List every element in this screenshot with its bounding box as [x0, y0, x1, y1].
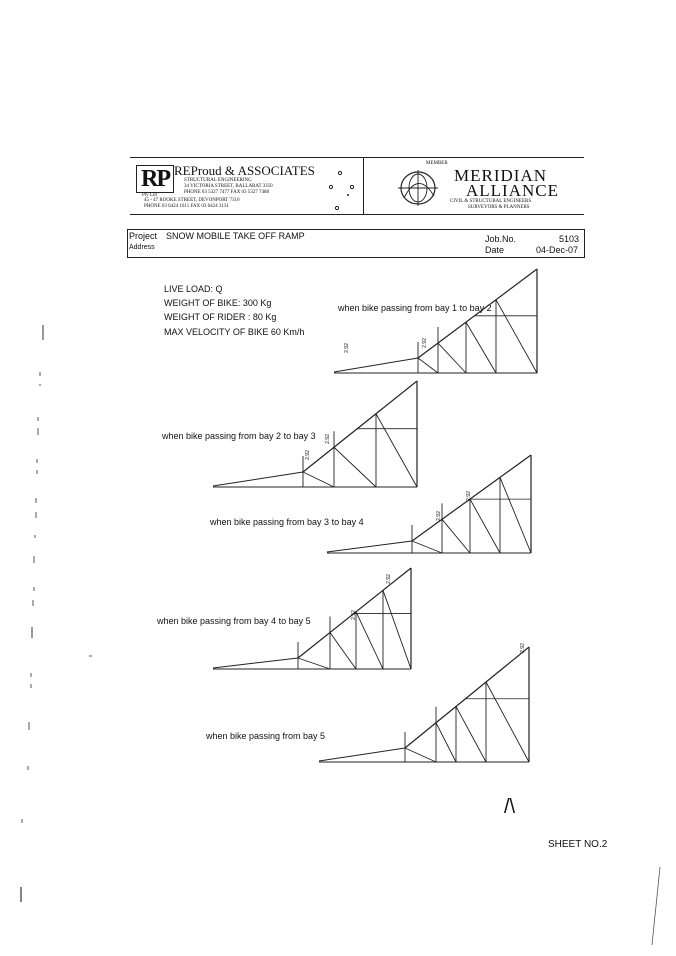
date-value: 04-Dec-07: [536, 245, 579, 255]
ma-subtitle-2: SURVEYORS & PLANNERS: [468, 205, 530, 210]
project-label: Project: [129, 231, 158, 241]
diagram-2-load-2: 2.92: [324, 434, 331, 444]
diagram-1-load-1: 2.92: [343, 343, 350, 353]
project-value: SNOW MOBILE TAKE OFF RAMP: [166, 231, 305, 241]
rp-phone-2: PHONE 03 6424 1611 FAX 03 6424 3131: [144, 204, 229, 209]
rp-address-1: 34 VICTORIA STREET, BALLARAT 3350: [184, 184, 273, 189]
weight-of-rider: WEIGHT OF RIDER : 80 Kg: [164, 312, 277, 322]
diagram-4-load-2: 2.92: [385, 574, 392, 584]
diagram-3-load-1: 2.92: [435, 511, 442, 521]
jobno-value: 5103: [559, 234, 580, 244]
rp-pty: Pty Ltd: [142, 193, 157, 198]
jobno-label: Job.No.: [485, 234, 517, 244]
rp-logo: RP: [136, 165, 174, 193]
date-label: Date: [485, 245, 505, 255]
rp-phone-1: PHONE 03 5327 7477 FAX 03 5327 7488: [184, 190, 270, 195]
diagram-3-caption: when bike passing from bay 3 to bay 4: [210, 517, 364, 527]
diagram-2-load-1: 2.92: [304, 450, 311, 460]
diagram-5-load-1: 2.92: [519, 643, 526, 653]
diagram-5-caption: when bike passing from bay 5: [206, 731, 326, 741]
diagram-4-load-1: 2.92: [350, 610, 357, 620]
member-label: MEMBER: [426, 161, 448, 166]
diagram-1-caption: when bike passing from bay 1 to bay 2: [338, 303, 492, 313]
diagram-3-load-2: 2.92: [465, 491, 472, 501]
alliance-title: ALLIANCE: [466, 181, 559, 200]
rp-name: REProud & ASSOCIATES: [174, 163, 315, 178]
diagram-4-caption: when bike passing from bay 4 to bay 5: [157, 616, 311, 626]
meridian-title: MERIDIAN: [454, 166, 547, 185]
sheet-number: SHEET NO.2: [548, 839, 608, 850]
rp-subtitle: STRUCTURAL ENGINEERING: [184, 178, 252, 183]
weight-of-bike: WEIGHT OF BIKE: 300 Kg: [164, 298, 272, 308]
diagram-1-load-2: 2.92: [421, 338, 428, 348]
ma-subtitle-1: CIVIL & STRUCTURAL ENGINEERS: [450, 199, 532, 204]
diagram-2-caption: when bike passing from bay 2 to bay 3: [162, 431, 316, 441]
address-label: Address: [129, 244, 155, 251]
rp-address-2: 45 - 47 ROOKE STREET, DEVONPORT 7310: [144, 198, 240, 203]
live-load-title: LIVE LOAD: Q: [164, 284, 223, 294]
max-velocity: MAX VELOCITY OF BIKE 60 Km/h: [164, 327, 305, 337]
hand-mark: /\: [504, 796, 516, 818]
